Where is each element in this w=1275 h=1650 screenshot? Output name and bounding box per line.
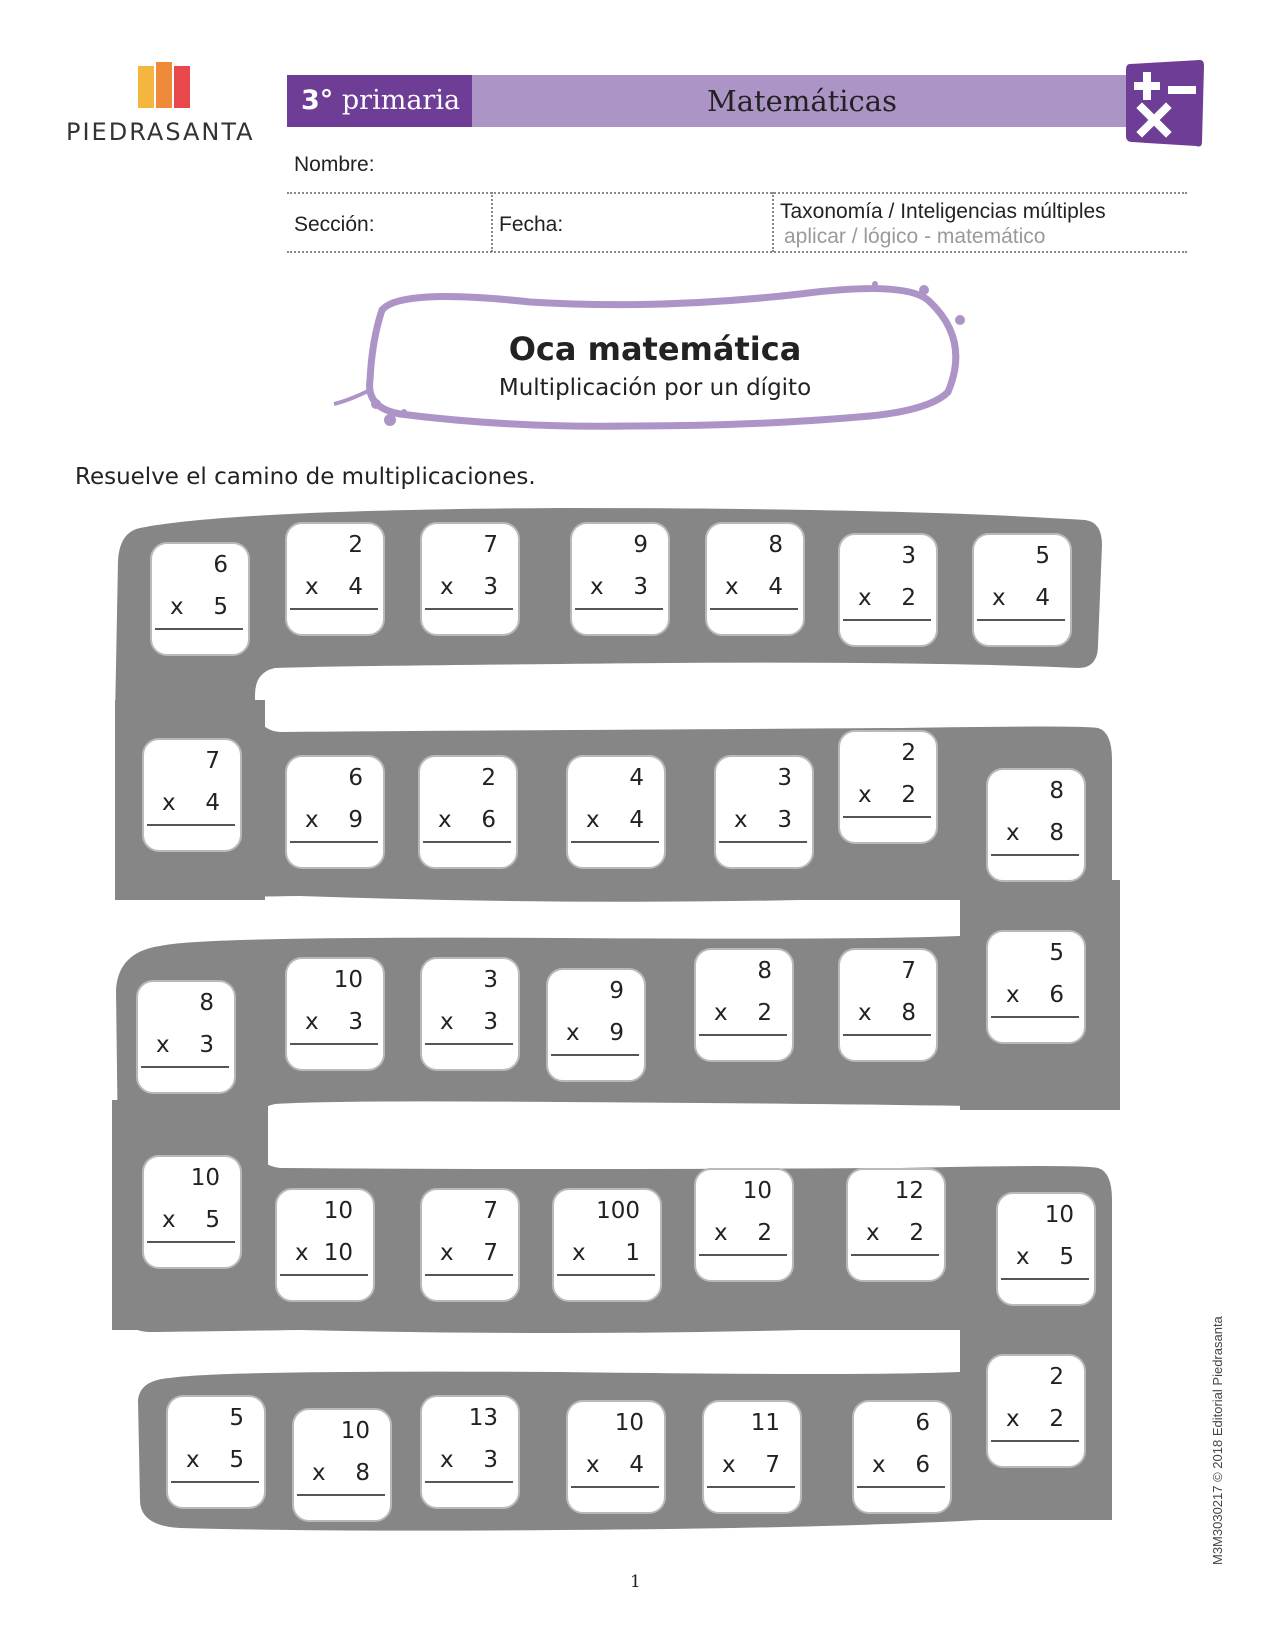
multiplicand: 10 <box>1044 1202 1074 1228</box>
answer-line <box>155 628 243 630</box>
multiplication-card <box>150 542 250 656</box>
taxonomy-value: aplicar / lógico - matemático <box>784 225 1046 248</box>
multiplier: 2 <box>757 1220 772 1246</box>
multiplier: 5 <box>213 594 228 620</box>
times-sign: x <box>572 1240 586 1266</box>
multiplicand: 11 <box>750 1410 780 1436</box>
taxonomy-title: Taxonomía / Inteligencias múltiples <box>780 200 1106 223</box>
multiplication-card <box>972 533 1072 647</box>
multiplier: 1 <box>625 1240 640 1266</box>
name-label: Nombre: <box>294 153 375 176</box>
multiplication-card <box>418 755 518 869</box>
times-sign: x <box>440 1447 454 1473</box>
times-sign: x <box>858 782 872 808</box>
answer-line <box>699 1034 787 1036</box>
multiplication-card <box>142 1155 242 1269</box>
multiplicand: 7 <box>205 748 220 774</box>
answer-line <box>280 1274 368 1276</box>
multiplicand: 3 <box>483 967 498 993</box>
multiplication-card <box>838 533 938 647</box>
times-sign: x <box>858 1000 872 1026</box>
multiplication-card <box>852 1400 952 1514</box>
answer-line <box>851 1254 939 1256</box>
times-sign: x <box>866 1220 880 1246</box>
multiplier: 2 <box>901 585 916 611</box>
multiplier: 5 <box>205 1207 220 1233</box>
multiplication-card <box>694 1168 794 1282</box>
answer-line <box>425 1274 513 1276</box>
multiplication-card <box>275 1188 375 1302</box>
multiplicand: 8 <box>1049 778 1064 804</box>
multiplication-card <box>986 768 1086 882</box>
multiplier: 6 <box>481 807 496 833</box>
times-sign: x <box>440 1240 454 1266</box>
multiplier: 2 <box>909 1220 924 1246</box>
multiplication-card <box>420 1395 520 1509</box>
times-sign: x <box>170 594 184 620</box>
date-label: Fecha: <box>499 213 564 236</box>
multiplier: 4 <box>205 790 220 816</box>
copyright-note: M3M3030217 © 2018 Editorial Piedrasanta <box>1210 1316 1225 1565</box>
multiplication-card <box>846 1168 946 1282</box>
times-sign: x <box>872 1452 886 1478</box>
multiplicand: 2 <box>901 740 916 766</box>
times-sign: x <box>295 1240 309 1266</box>
times-sign: x <box>586 1452 600 1478</box>
times-sign: x <box>590 574 604 600</box>
times-sign: x <box>438 807 452 833</box>
answer-line <box>991 854 1079 856</box>
multiplicand: 10 <box>742 1178 772 1204</box>
answer-line <box>707 1486 795 1488</box>
times-sign: x <box>714 1000 728 1026</box>
multiplier: 4 <box>629 807 644 833</box>
times-sign: x <box>586 807 600 833</box>
multiplication-card <box>570 522 670 636</box>
multiplier: 6 <box>915 1452 930 1478</box>
times-sign: x <box>440 1009 454 1035</box>
multiplicand: 8 <box>757 958 772 984</box>
multiplier: 3 <box>483 574 498 600</box>
times-sign: x <box>734 807 748 833</box>
multiplier: 5 <box>1059 1244 1074 1270</box>
answer-line <box>171 1481 259 1483</box>
multiplication-card <box>566 755 666 869</box>
times-sign: x <box>162 790 176 816</box>
multiplication-card <box>986 1354 1086 1468</box>
times-sign: x <box>992 585 1006 611</box>
times-sign: x <box>312 1460 326 1486</box>
multiplication-card <box>292 1408 392 1522</box>
multiplier: 3 <box>777 807 792 833</box>
multiplier: 8 <box>1049 820 1064 846</box>
times-sign: x <box>440 574 454 600</box>
times-sign: x <box>858 585 872 611</box>
multiplication-card <box>285 957 385 1071</box>
multiplicand: 3 <box>777 765 792 791</box>
multiplication-card <box>702 1400 802 1514</box>
times-sign: x <box>305 1009 319 1035</box>
multiplicand: 9 <box>609 978 624 1004</box>
multiplicand: 10 <box>190 1165 220 1191</box>
multiplicand: 6 <box>915 1410 930 1436</box>
answer-line <box>699 1254 787 1256</box>
multiplication-card <box>420 522 520 636</box>
answer-line <box>571 841 659 843</box>
times-sign: x <box>1006 820 1020 846</box>
answer-line <box>425 608 513 610</box>
multiplicand: 13 <box>468 1405 498 1431</box>
multiplier: 9 <box>609 1020 624 1046</box>
times-sign: x <box>714 1220 728 1246</box>
times-sign: x <box>305 574 319 600</box>
answer-line <box>297 1494 385 1496</box>
multiplicand: 3 <box>901 543 916 569</box>
instruction-text: Resuelve el camino de multiplicaciones. <box>75 464 536 490</box>
answer-line <box>290 841 378 843</box>
answer-line <box>147 824 235 826</box>
multiplier: 4 <box>348 574 363 600</box>
multiplicand: 6 <box>348 765 363 791</box>
multiplicand: 7 <box>483 1198 498 1224</box>
multiplier: 5 <box>229 1447 244 1473</box>
section-label: Sección: <box>294 213 375 236</box>
answer-line <box>991 1440 1079 1442</box>
answer-line <box>425 1481 513 1483</box>
answer-line <box>843 1034 931 1036</box>
multiplicand: 9 <box>633 532 648 558</box>
multiplicand: 7 <box>483 532 498 558</box>
grade-text: primaria <box>341 85 461 116</box>
multiplication-card <box>838 730 938 844</box>
multiplication-card <box>546 968 646 1082</box>
times-sign: x <box>1006 982 1020 1008</box>
multiplicand: 12 <box>894 1178 924 1204</box>
answer-line <box>1001 1278 1089 1280</box>
page-title: Oca matemática <box>508 330 802 368</box>
multiplication-card <box>566 1400 666 1514</box>
multiplier: 3 <box>199 1032 214 1058</box>
answer-line <box>147 1241 235 1243</box>
answer-line <box>423 841 511 843</box>
multiplication-card <box>142 738 242 852</box>
times-sign: x <box>566 1020 580 1046</box>
times-sign: x <box>1006 1406 1020 1432</box>
multiplier: 7 <box>765 1452 780 1478</box>
times-sign: x <box>305 807 319 833</box>
logo-text: PIEDRASANTA <box>66 118 255 146</box>
multiplier: 8 <box>901 1000 916 1026</box>
multiplicand: 8 <box>199 990 214 1016</box>
multiplier: 10 <box>323 1240 353 1266</box>
multiplier: 2 <box>1049 1406 1064 1432</box>
multiplication-card <box>705 522 805 636</box>
multiplication-card <box>552 1188 662 1302</box>
times-sign: x <box>186 1447 200 1473</box>
multiplicand: 5 <box>1035 543 1050 569</box>
times-sign: x <box>1016 1244 1030 1270</box>
multiplier: 6 <box>1049 982 1064 1008</box>
times-sign: x <box>156 1032 170 1058</box>
multiplicand: 7 <box>901 958 916 984</box>
multiplicand: 5 <box>1049 940 1064 966</box>
multiplication-card <box>420 1188 520 1302</box>
multiplicand: 6 <box>213 552 228 578</box>
grade-number: 3° <box>301 85 334 116</box>
multiplicand: 10 <box>323 1198 353 1224</box>
multiplicand: 2 <box>1049 1364 1064 1390</box>
answer-line <box>857 1486 945 1488</box>
multiplication-card <box>136 980 236 1094</box>
multiplicand: 10 <box>614 1410 644 1436</box>
multiplier: 3 <box>633 574 648 600</box>
multiplication-card <box>166 1395 266 1509</box>
multiplier: 8 <box>355 1460 370 1486</box>
multiplication-card <box>986 930 1086 1044</box>
multiplicand: 4 <box>629 765 644 791</box>
subject-title: Matemáticas <box>472 75 1132 127</box>
multiplication-card <box>694 948 794 1062</box>
times-sign: x <box>162 1207 176 1233</box>
answer-line <box>551 1054 639 1056</box>
multiplier: 4 <box>768 574 783 600</box>
multiplicand: 2 <box>481 765 496 791</box>
answer-line <box>977 619 1065 621</box>
multiplicand: 10 <box>340 1418 370 1444</box>
answer-line <box>710 608 798 610</box>
multiplier: 2 <box>901 782 916 808</box>
page-subtitle: Multiplicación por un dígito <box>498 375 812 401</box>
multiplicand: 10 <box>333 967 363 993</box>
times-sign: x <box>722 1452 736 1478</box>
multiplication-card <box>285 755 385 869</box>
multiplier: 7 <box>483 1240 498 1266</box>
multiplication-card <box>996 1192 1096 1306</box>
answer-line <box>557 1274 655 1276</box>
answer-line <box>290 1043 378 1045</box>
multiplication-card <box>420 957 520 1071</box>
answer-line <box>290 608 378 610</box>
multiplier: 3 <box>483 1009 498 1035</box>
multiplier: 3 <box>483 1447 498 1473</box>
answer-line <box>141 1066 229 1068</box>
answer-line <box>843 816 931 818</box>
multiplicand: 8 <box>768 532 783 558</box>
answer-line <box>571 1486 659 1488</box>
times-sign: x <box>725 574 739 600</box>
page-number: 1 <box>630 1572 641 1592</box>
multiplier: 4 <box>629 1452 644 1478</box>
answer-line <box>991 1016 1079 1018</box>
multiplicand: 100 <box>596 1198 640 1224</box>
multiplication-card <box>838 948 938 1062</box>
answer-line <box>719 841 807 843</box>
multiplication-card <box>285 522 385 636</box>
multiplier: 3 <box>348 1009 363 1035</box>
multiplication-card <box>714 755 814 869</box>
answer-line <box>575 608 663 610</box>
multiplier: 4 <box>1035 585 1050 611</box>
multiplicand: 2 <box>348 532 363 558</box>
multiplier: 2 <box>757 1000 772 1026</box>
answer-line <box>843 619 931 621</box>
multiplier: 9 <box>348 807 363 833</box>
answer-line <box>425 1043 513 1045</box>
multiplicand: 5 <box>229 1405 244 1431</box>
